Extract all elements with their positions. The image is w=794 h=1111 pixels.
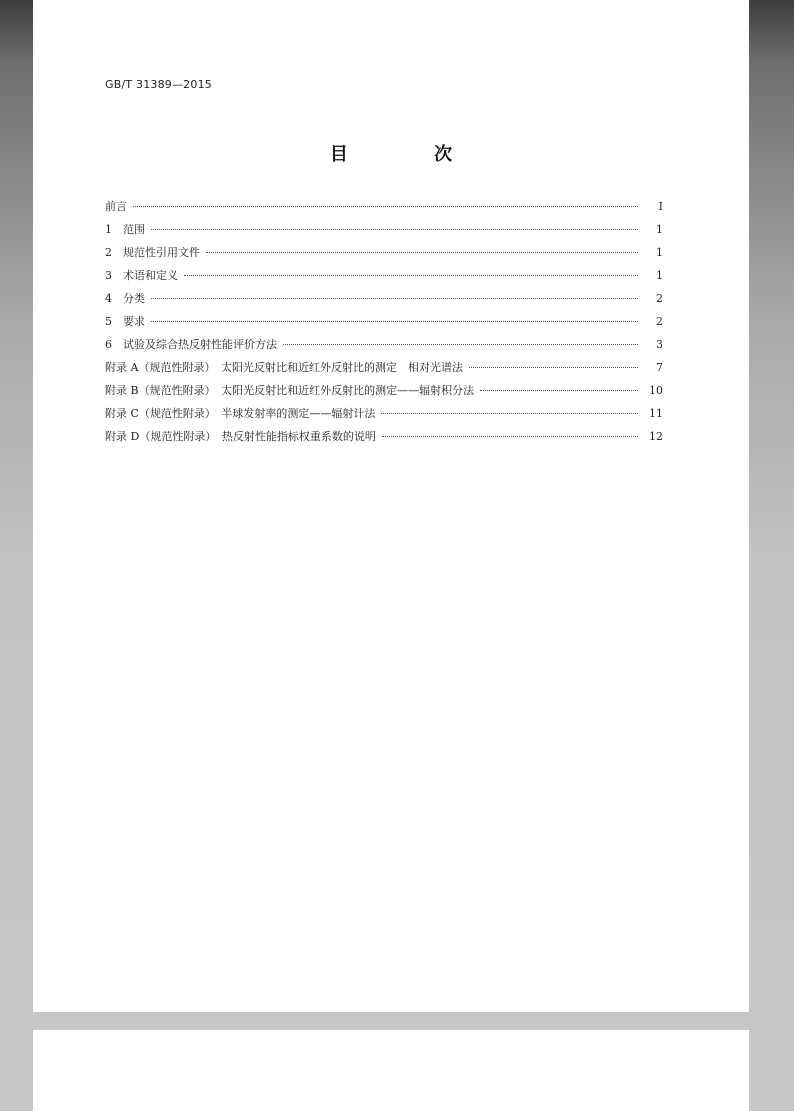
dot-leader <box>151 298 638 299</box>
toc-entry-page: 1 <box>656 246 663 259</box>
toc-entry-label: 5 要求 <box>105 315 145 328</box>
toc-entry-label: 附录 A（规范性附录） 太阳光反射比和近红外反射比的测定 相对光谱法 <box>105 361 463 374</box>
next-document-page <box>33 1030 749 1111</box>
toc-entry-page: 11 <box>649 407 663 420</box>
toc-entry-page: 10 <box>649 384 663 397</box>
toc-entry-classification[interactable] <box>105 290 663 313</box>
dot-leader <box>469 367 638 368</box>
dot-leader <box>283 344 638 345</box>
toc-entry-page: 7 <box>656 361 663 374</box>
toc-entry-page: I <box>658 200 663 213</box>
toc-entry-label: 附录 D（规范性附录） 热反射性能指标权重系数的说明 <box>105 430 376 443</box>
toc-entry-label: 1 范围 <box>105 223 145 236</box>
toc-entry-annex-c[interactable] <box>105 405 663 428</box>
document-page <box>33 0 749 1012</box>
dot-leader <box>151 321 638 322</box>
toc-entry-page: 3 <box>656 338 663 351</box>
toc-entry-requirements[interactable] <box>105 313 663 336</box>
toc-entry-page: 1 <box>656 269 663 282</box>
toc-entry-normative-references[interactable] <box>105 244 663 267</box>
toc-entry-page: 2 <box>656 315 663 328</box>
dot-leader <box>184 275 638 276</box>
dot-leader <box>206 252 638 253</box>
toc-entry-annex-b[interactable] <box>105 382 663 405</box>
dot-leader <box>151 229 638 230</box>
toc-entry-label: 附录 C（规范性附录） 半球发射率的测定——辐射计法 <box>105 407 376 420</box>
toc-entry-label: 3 术语和定义 <box>105 269 178 282</box>
toc-entry-label: 6 试验及综合热反射性能评价方法 <box>105 338 277 351</box>
toc-entry-page: 1 <box>656 223 663 236</box>
toc-entry-label: 4 分类 <box>105 292 145 305</box>
toc-entry-annex-d[interactable] <box>105 428 663 451</box>
toc-entry-page: 12 <box>649 430 663 443</box>
toc-entry-label: 前言 <box>105 200 127 213</box>
dot-leader <box>480 390 638 391</box>
table-of-contents <box>105 198 663 451</box>
dot-leader <box>382 436 638 437</box>
toc-entry-label: 2 规范性引用文件 <box>105 246 200 259</box>
document-code: GB/T 31389—2015 <box>105 78 212 91</box>
dot-leader <box>133 206 638 207</box>
toc-entry-annex-a[interactable] <box>105 359 663 382</box>
toc-entry-scope[interactable] <box>105 221 663 244</box>
toc-entry-terms-definitions[interactable] <box>105 267 663 290</box>
toc-entry-label: 附录 B（规范性附录） 太阳光反射比和近红外反射比的测定——辐射积分法 <box>105 384 475 397</box>
toc-entry-test-methods[interactable] <box>105 336 663 359</box>
toc-entry-foreword[interactable] <box>105 198 663 221</box>
toc-entry-page: 2 <box>656 292 663 305</box>
dot-leader <box>381 413 638 414</box>
toc-title: 目 次 <box>329 144 493 165</box>
